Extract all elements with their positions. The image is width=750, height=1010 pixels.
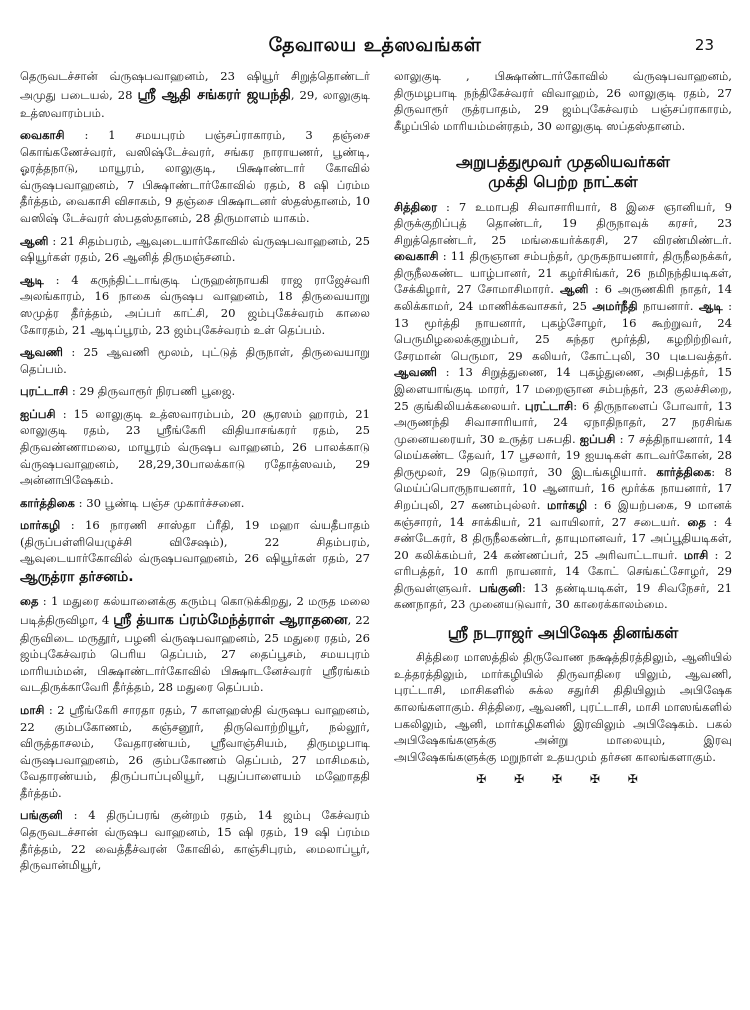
entry-text: : 13 தண்டியடிகள், 19 சிவநேசர், 21 கணநாதர், 23 முனையடுவார், 30 காரைக்காலம்மை. — [394, 580, 732, 612]
month-label: சித்திரை — [394, 199, 438, 214]
month-label: தை — [687, 514, 707, 529]
entry-text: : 7 சத்திநாயனார், 14 மெய்கண்ட தேவர், 17 பூசலார், 19 ஐயடிகள் காடவர்கோன், 28 திருமூலர், 29 நெடுமாரர், 30 இடங்கழியார். — [394, 431, 732, 479]
entry-text: , 22 திருவிடை மருதூர், பழனி வ்ருஷபவாஹனம், 25 மதுரை ரதம், 26 ஜம்புகேச்வரம் பெரிய தெப்பம், 27 தைப்பூசம், சமயபுரம் மாரியம்மன், பிக்ஷாண்டார்கோவில் பிக்ஷாடனேச்வரர் ஸ்ரீரங்கம் வடதிருக்காவேரி தீர்த்தம், 28 மதுரை தெப்பம். — [20, 612, 370, 695]
entry-text: நாயனார். — [637, 299, 699, 314]
month-label: மார்கழி — [20, 518, 61, 533]
page-header — [0, 34, 750, 64]
entry-highlight: ஸ்ரீ ஆதி சங்கரர் ஜயந்தி — [137, 86, 291, 103]
entry-text: : 13 சிறுத்துணை, 14 புகழ்துணை, அதிபத்தர், 15 இளையாங்குடி மாரர், 17 மறைஞான சம்பந்தர், 23 குலச்சிறை, 25 குங்கிலியக்கலையர். — [394, 365, 732, 413]
section-title-nataraja: ஸ்ரீ நடராஜர் அபிஷேக தினங்கள் — [447, 624, 679, 643]
margazhi-entry — [20, 517, 370, 587]
month-label: புரட்டாசி — [20, 384, 69, 399]
month-label: வைகாசி — [394, 249, 439, 264]
month-label: பங்குனி — [20, 808, 63, 823]
section-title-line: அறுபத்துமூவர் முதலியவர்கள் — [456, 153, 670, 172]
entry-text: : 2 எரிபத்தர், 10 காரி நாயனார், 14 கோட் செங்கட்சோழர், 29 திருவள்ளுவர். — [394, 547, 732, 595]
month-label: கார்த்திகை — [656, 464, 712, 479]
entry-text: : 4 திருப்பரங் குன்றம் ரதம், 14 ஜம்பு கேச்வரம் தெருவடச்சான் வ்ருஷப வாஹனம், 15 ஷி ரதம், 19 ஷி ப்ரம்ம தீர்த்தம், 22 வைத்தீச்வரன் கோவில், காஞ்சிபுரம், மைலாப்பூர், திருவான்மியூர், — [20, 808, 370, 873]
month-label: புரட்டாசி — [525, 398, 574, 413]
entry-text: : 4 சண்டேசுரர், 8 திருநீலகண்டர், தாயுமானவர், 17 அப்பூதியடிகள், 20 கலிக்கம்பர், 24 கண்ணப்பர், 25 அரிவாட்டாயர். — [394, 514, 732, 562]
page-number: 23 — [694, 36, 714, 54]
entry-highlight: ஆருத்ரா தர்சனம். — [20, 569, 134, 586]
entry-text: : 6 திருநாளைப் போவார், 13 அருணந்தி சிவாசாரியார், 24 ஏநாதிநாதர், 27 நரசிங்க முனையரையர், 30 உருத்ர பசுபதி. — [394, 398, 732, 446]
maasi-entry — [20, 702, 370, 801]
nataraja-abhishekam-text: சித்திரை மாஸத்தில் திருவோண நக்ஷத்திரத்திலும், ஆனியில் உத்தரத்திலும், மார்கழியில் திருவாதிரை யிலும், ஆவணி, புரட்டாசி, மாசிகளில் சுக்ல சதுர்சி திதியிலும் அபிஷேக காலங்களாகும். சித்திரை, ஆவணி, புரட்டாசி, மாசி மாஸங்களில் பகலிலும், ஆனி, மார்கழிகளில் இரவிலும் அபிஷேகம். பகல் அபிஷேகங்களுக்கு அன்று மாலையும், இரவு அபிஷேகங்களுக்கு மறுநாள் உதயமும் தர்சன காலங்களாகும். — [394, 650, 732, 764]
page-title: தேவாலய உத்ஸவங்கள் — [268, 34, 482, 56]
entry-text: : 7 உமாபதி சிவாசாரியார், 8 இசை ஞானியர், 9 திருக்குறிப்புத் தொண்டர், 19 திருநாவுக் கரசர், 23 சிறுத்தொண்டர், 25 மங்கையர்க்கரசி, 27 விரண்மிண்டர். — [394, 199, 732, 247]
entry-text: : 1 மதுரை கல்யானைக்கு கரும்பு கொடுக்கிறது, 2 மருத மலை படித்திருவிழா, 4 — [20, 594, 370, 627]
month-label: ஐப்பசி — [579, 431, 616, 446]
month-label: ஆவணி — [20, 345, 64, 360]
nayanmar-list — [394, 199, 732, 613]
entry-text: : 4 கருந்திட்டாங்குடி ப்ருஹன்நாயகி ராஜ ராஜேச்வரி அலங்காரம், 16 நாகை வ்ருஷப வாஹனம், 18 திருவையாறு ஸமுத்ர தீர்த்தம், அப்பர் காட்சி, 20 ஜம்புகேச்வரம் காலை கோரதம், 21 ஆடிப்பூரம், 23 ஜம்புகேச்வரம் உள் தெப்பம். — [20, 272, 370, 337]
month-label: ஆடி — [698, 299, 723, 314]
entry-text: : 11 திருஞான சம்பந்தர், முருகநாயனார், திருநீலநக்கர், திருநீலகண்ட யாழ்பானர், 21 கழர்சிங்கர், 26 நமிநந்தியடிகள், சேக்கிழார், 27 சோமாசிமாரர். — [394, 249, 732, 297]
month-label: தை — [20, 594, 39, 609]
entry-text: , 29, லாலுகுடி உத்ஸவாரம்பம். — [20, 87, 370, 120]
left-column — [20, 68, 370, 880]
month-label: ஆவணி — [394, 365, 438, 380]
vaikasi-entry — [20, 127, 370, 226]
section-title-nayanmar — [394, 152, 732, 192]
entry-text: : 21 சிதம்பரம், ஆவுடையார்கோவில் வ்ருஷபவாஹனம், 25 ஷியூர்கள் ரதம், 26 ஆனித் திருமஞ்சனம். — [20, 233, 370, 265]
entry-text: : 2 ஸ்ரீங்கேரி சாரதா ரதம், 7 காளஹஸ்தி வ்ருஷப வாஹனம், 22 கும்பகோணம், கஞ்சனூர், திருவொற்றியூர், நல்லூர், விருத்தாசலம், வேதாரண்யம், ஸ்ரீவாஞ்சியம், திருமழபாடி வ்ருஷபவாஹனம், 26 கும்பகோணம் தெப்பம், 27 மாசிமகம், வேதாரண்யம், திருப்பாப்புலியூர், புதுப்பாளையம் மஹோததி தீர்த்தம். — [20, 702, 370, 800]
aadi-entry — [20, 272, 370, 338]
entry-text: : 6 இயற்பகை, 9 மானக் கஞ்சாரர், 14 சாக்கியர், 21 வாயிலார், 27 சடையர். — [394, 498, 732, 529]
entry-text: : 6 அருணகிரி நாதர், 14 கலிக்காமர், 24 மாணிக்கவாசகர், 25 — [394, 282, 732, 314]
month-label: மார்கழி — [546, 498, 588, 512]
purattasi-entry — [20, 383, 370, 400]
month-label: கார்த்திகை — [20, 495, 75, 510]
aani-entry — [20, 233, 370, 266]
karthigai-entry — [20, 495, 370, 512]
month-label: பங்குனி — [479, 580, 522, 595]
ornament-divider: ✠ ✠ ✠ ✠ ✠ — [476, 772, 650, 787]
panguni-entry — [20, 807, 370, 873]
entry-highlight: ஸ்ரீ த்யாக ப்ரம்மேந்த்ராள் ஆராதனை — [113, 611, 348, 628]
entry-text: : 8 மெய்ப்பொருநாயனார், 10 ஆனாயர், 16 மூர்க்க நாயனார், 17 சிறப்புலி, 27 கணம்புல்லர். — [394, 464, 733, 512]
month-label: மாசி — [20, 702, 45, 717]
entry-text: : 1 சமயபுரம் பஞ்சப்ராகாரம், 3 தஞ்சை கொங்கணேச்வரர், வஸிஷ்டேச்வரர், சங்கர நாராயணர், பூண்டி, ஓரத்தநாடு, மாயூரம், லாலுகுடி, பிக்ஷாண்டார் கோவில் வ்ருஷபவாஹனம், 7 பிக்ஷாண்டார்கோவில் ரதம், 8 ஷி ப்ரம்ம தீர்த்தம், வைகாசி விசாகம், 9 தஞ்சை பிக்ஷாடனர் ஸ்தஸ்தானம், 10 வஸிஷ் டேச்வரர் ஸ்பதஸ்தானம், 28 திருமாளம் யாகம். — [20, 128, 370, 226]
entry-text: : 13 மூர்த்தி நாயனார், புகழ்சோழர், 16 கூற்றுவர், 24 பெருமிழலைக்குறும்பர், 25 சுந்தர மூர்த்தி, கழறிற்றிவர், சேரமான் பெருமா, 29 கலியர், கோட்புலி, 30 புடீபவத்தர். — [394, 299, 732, 363]
aippasi-entry — [20, 406, 370, 489]
chithirai-continued-entry — [20, 68, 370, 121]
panguni-continued-entry: லாலுகுடி , பிக்ஷாண்டார்கோவில் வ்ருஷபவாஹனம், திருமழபாடி நந்திகேச்வரர் விவாஹம், 26 லாலுகுடி ரதம், 27 திருவாரூர் ருத்ரபாதம், 29 ஜம்புகேச்வரம் பஞ்சப்ராகாரம், கீழப்பில் மாரியம்மன்ரதம், 30 லாலுகுடி ஸப்தஸ்தானம். — [394, 69, 732, 133]
entry-text: தெருவடச்சான் வ்ருஷபவாஹனம், 23 ஷியூர் சிறுத்தொண்டர் அமுது படையல், 28 — [20, 69, 370, 102]
month-label: ஐப்பசி — [20, 406, 56, 421]
thai-entry — [20, 593, 370, 696]
month-label: வைகாசி — [20, 128, 65, 143]
name-highlight: அமர்நீதி — [592, 299, 638, 314]
month-label: ஆடி — [20, 272, 44, 287]
section-title-line: முக்தி பெற்ற நாட்கள் — [488, 173, 638, 192]
entry-text: : 30 பூண்டி பஞ்ச முகார்ச்சனை. — [74, 495, 245, 510]
right-column — [394, 68, 732, 788]
entry-text: : 25 ஆவணி மூலம், புட்டுத் திருநாள், திருவையாறு தெப்பம். — [20, 345, 370, 376]
month-label: ஆனி — [559, 282, 589, 297]
aavani-entry — [20, 344, 370, 377]
month-label: மாசி — [683, 547, 709, 562]
entry-text: : 29 திருவாரூர் நிரபணி பூஜை. — [68, 384, 236, 399]
month-label: ஆனி — [20, 233, 49, 248]
entry-text: : 16 நாரணி சாஸ்தா ப்ரீதி, 19 மஹா வ்யதீபாதம் (திருப்பள்ளியெழுச்சி விசேஷம்), 22 சிதம்பரம், ஆவுடையார்கோவில் வ்ருஷபவாஹனம், 26 ஷியூர்கள் ரதம், 27 — [20, 518, 370, 566]
entry-text: : 15 லாலுகுடி உத்ஸவாரம்பம், 20 சூரஸம் ஹாரம், 21 லாலுகுடி ரதம், 23 ஸ்ரீங்கேரி விதியாசங்கரர் ரதம், 25 திருவண்ணாமலை, மாயூரம் வ்ருஷப வாஹனம், 26 பாலக்காடு வ்ருஷபவாஹனம், 28,29,30பாலக்காடு ரதோத்ஸவம், 29 அன்னாபிஷேகம். — [20, 406, 370, 488]
